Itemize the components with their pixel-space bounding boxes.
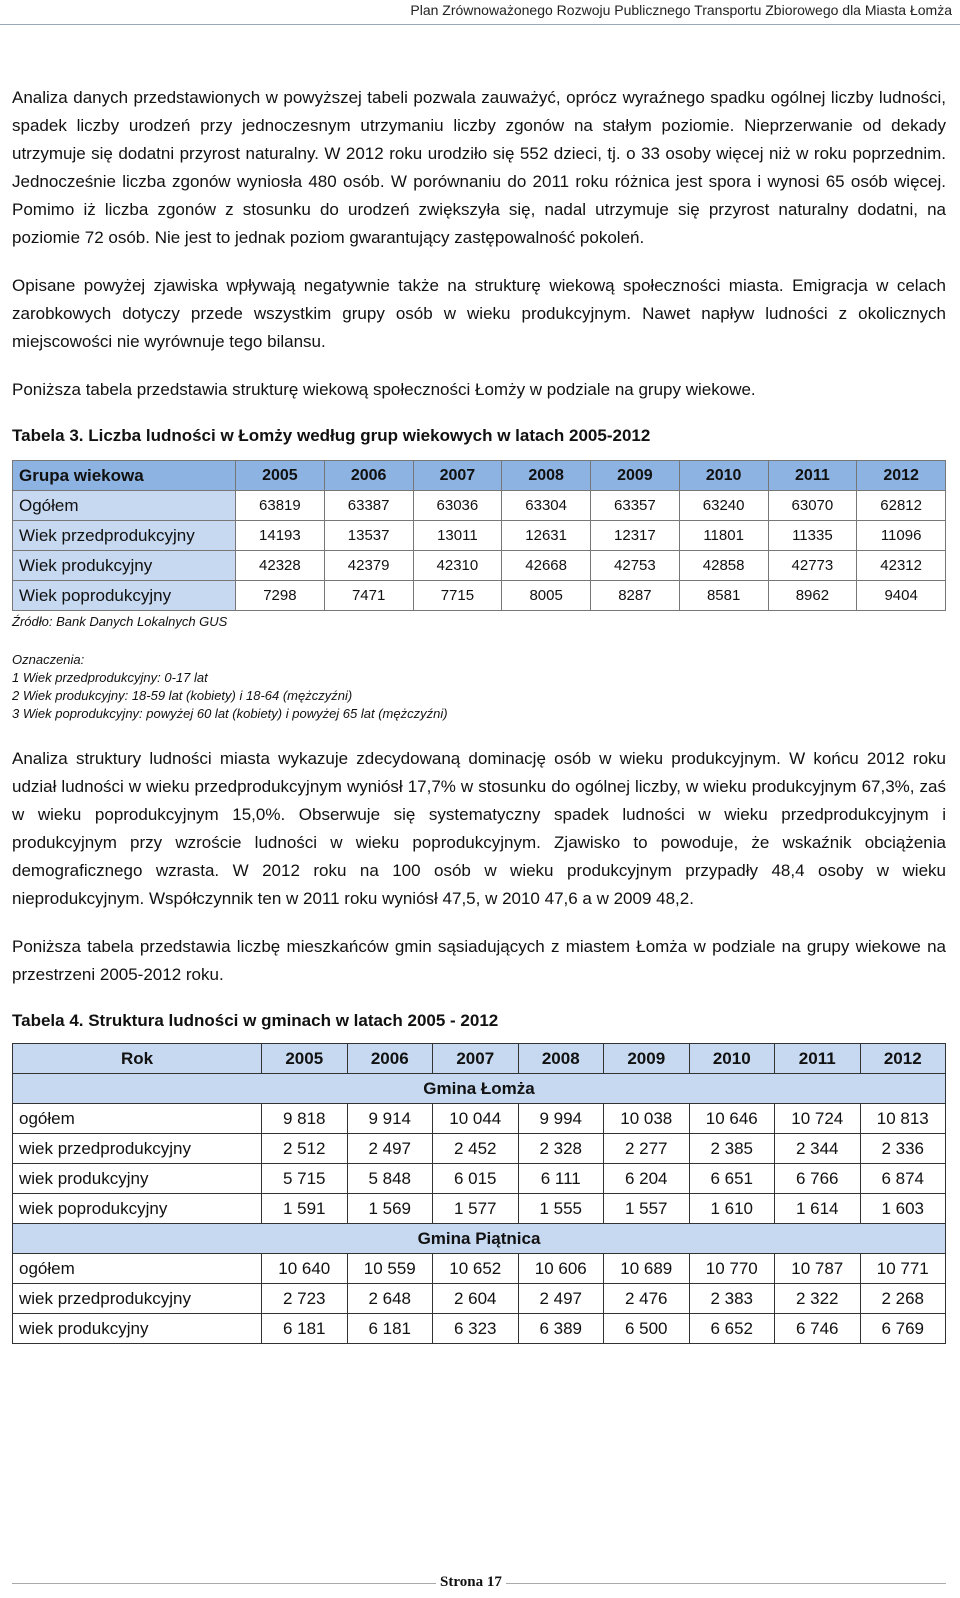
cell: 6 015	[433, 1164, 519, 1194]
cell: 9404	[857, 581, 946, 611]
table-row	[13, 1104, 946, 1134]
cell: 2 344	[775, 1134, 861, 1164]
header-cell: 2006	[347, 1044, 433, 1074]
cell: 63357	[591, 491, 680, 521]
cell: 63036	[413, 491, 502, 521]
paragraph: Opisane powyżej zjawiska wpływają negatywnie także na strukturę wiekową społeczności miasta. Emigracja w celach zarobkowych dotyczy przede wszystkim grupy osób w wieku produkcyjnym. Nawet napływ ludności z okolicznych miejscowości nie wyrównuje tego bilansu.	[12, 276, 946, 351]
header-cell: 2007	[413, 461, 502, 491]
cell: 6 181	[262, 1314, 348, 1344]
paragraph: Poniższa tabela przedstawia strukturę wiekową społeczności Łomży w podziale na grupy wiekowe.	[12, 380, 756, 399]
page-number: Strona 17	[436, 1574, 506, 1591]
header-cell: 2008	[518, 1044, 604, 1074]
cell: 10 813	[860, 1104, 946, 1134]
cell: 2 336	[860, 1134, 946, 1164]
header-cell: 2009	[604, 1044, 690, 1074]
cell: 63387	[324, 491, 413, 521]
table-3	[12, 460, 946, 611]
table-row	[13, 1284, 946, 1314]
cell: 2 648	[347, 1284, 433, 1314]
table-4-title: Tabela 4. Struktura ludności w gminach w latach 2005 - 2012	[12, 1011, 499, 1030]
table-4	[12, 1043, 946, 1344]
cell: 10 771	[860, 1254, 946, 1284]
cell: 6 652	[689, 1314, 775, 1344]
cell: 10 559	[347, 1254, 433, 1284]
cell: 42668	[502, 551, 591, 581]
cell: 8962	[768, 581, 857, 611]
cell: 1 555	[518, 1194, 604, 1224]
table-row	[13, 1194, 946, 1224]
cell: 6 181	[347, 1314, 433, 1344]
cell: 6 874	[860, 1164, 946, 1194]
cell: 2 328	[518, 1134, 604, 1164]
cell: 2 385	[689, 1134, 775, 1164]
cell: 1 614	[775, 1194, 861, 1224]
cell: 2 723	[262, 1284, 348, 1314]
row-label: wiek przedprodukcyjny	[13, 1134, 262, 1164]
document-title: Plan Zrównoważonego Rozwoju Publicznego Transportu Zbiorowego dla Miasta Łomża	[410, 2, 952, 18]
cell: 11096	[857, 521, 946, 551]
table-3-notes	[12, 651, 946, 723]
row-label: Ogółem	[13, 491, 236, 521]
group-row	[13, 1074, 946, 1104]
cell: 1 603	[860, 1194, 946, 1224]
cell: 1 569	[347, 1194, 433, 1224]
table-row	[13, 581, 946, 611]
table-header-row	[13, 461, 946, 491]
table-3-title: Tabela 3. Liczba ludności w Łomży według grup wiekowych w latach 2005-2012	[12, 426, 651, 445]
cell: 42310	[413, 551, 502, 581]
cell: 6 389	[518, 1314, 604, 1344]
table-row	[13, 1254, 946, 1284]
cell: 10 038	[604, 1104, 690, 1134]
header-cell: Grupa wiekowa	[13, 461, 236, 491]
paragraph: Analiza danych przedstawionych w powyższej tabeli pozwala zauważyć, oprócz wyraźnego spadku ogólnej liczby ludności, spadek liczby urodzeń przy jednoczesnym utrzymaniu liczby zgonów na stałym poziomie. Nieprzerwanie od dekady utrzymuje się dodatni przyrost naturalny. W 2012 roku urodziło się 552 dzieci, tj. o 33 osoby więcej niż w roku poprzednim. Jednocześnie liczba zgonów wyniosła 480 osób. W porównaniu do 2011 roku różnica jest spora i wynosi 65 osób więcej. Pomimo iż liczba zgonów z stosunku do urodzeń zwiększyła się, nadal utrzymuje się przyrost naturalny dodatni, na poziomie 72 osób. Nie jest to jednak poziom gwarantujący zastępowalność pokoleń.	[12, 88, 946, 247]
note-line: 3 Wiek poprodukcyjny: powyżej 60 lat (kobiety) i powyżej 65 lat (mężczyźni)	[12, 706, 448, 721]
table-row	[13, 1314, 946, 1344]
header-cell: 2010	[679, 461, 768, 491]
cell: 1 610	[689, 1194, 775, 1224]
cell: 42753	[591, 551, 680, 581]
cell: 63070	[768, 491, 857, 521]
row-label: Wiek przedprodukcyjny	[13, 521, 236, 551]
cell: 11801	[679, 521, 768, 551]
cell: 2 512	[262, 1134, 348, 1164]
cell: 14193	[236, 521, 325, 551]
document-body	[12, 84, 946, 1344]
paragraph: Analiza struktury ludności miasta wykazuje zdecydowaną dominację osób w wieku produkcyjnym. W końcu 2012 roku udział ludności w wieku przedprodukcyjnym wyniósł 17,7% w stosunku do ogólnej liczby, w wieku produkcyjnym 67,3%, zaś w wieku poprodukcyjnym 15,0%. Obserwuje się systematyczny spadek ludności w wieku przedprodukcyjnym i produkcyjnym przy wzroście ludności w wieku poprodukcyjnym. Zjawisko to powoduje, że wskaźnik obciążenia demograficznego wzrasta. W 2012 roku na 100 osób w wieku produkcyjnym przypadły 48,4 osoby w wieku nieprodukcyjnym. Współczynnik ten w 2011 roku wyniósł 47,5, w 2010 47,6 a w 2009 48,2.	[12, 749, 946, 908]
header-cell: 2010	[689, 1044, 775, 1074]
table-3-source: Źródło: Bank Danych Lokalnych GUS	[12, 614, 228, 629]
cell: 2 497	[347, 1134, 433, 1164]
header-cell: Rok	[13, 1044, 262, 1074]
group-label: Gmina Piątnica	[13, 1224, 946, 1254]
cell: 10 606	[518, 1254, 604, 1284]
cell: 6 746	[775, 1314, 861, 1344]
cell: 6 500	[604, 1314, 690, 1344]
table-row	[13, 551, 946, 581]
group-label: Gmina Łomża	[13, 1074, 946, 1104]
row-label: wiek poprodukcyjny	[13, 1194, 262, 1224]
row-label: wiek przedprodukcyjny	[13, 1284, 262, 1314]
cell: 8005	[502, 581, 591, 611]
cell: 1 557	[604, 1194, 690, 1224]
cell: 8287	[591, 581, 680, 611]
cell: 5 848	[347, 1164, 433, 1194]
table-row	[13, 521, 946, 551]
cell: 13537	[324, 521, 413, 551]
cell: 1 591	[262, 1194, 348, 1224]
table-header-row	[13, 1044, 946, 1074]
header-cell: 2007	[433, 1044, 519, 1074]
cell: 7715	[413, 581, 502, 611]
cell: 10 724	[775, 1104, 861, 1134]
cell: 10 787	[775, 1254, 861, 1284]
cell: 2 383	[689, 1284, 775, 1314]
cell: 6 111	[518, 1164, 604, 1194]
note-line: 2 Wiek produkcyjny: 18-59 lat (kobiety) i 18-64 (mężczyźni)	[12, 688, 353, 703]
header-cell: 2005	[262, 1044, 348, 1074]
row-label: ogółem	[13, 1104, 262, 1134]
cell: 9 914	[347, 1104, 433, 1134]
cell: 62812	[857, 491, 946, 521]
cell: 12317	[591, 521, 680, 551]
cell: 6 323	[433, 1314, 519, 1344]
cell: 13011	[413, 521, 502, 551]
cell: 2 268	[860, 1284, 946, 1314]
row-label: ogółem	[13, 1254, 262, 1284]
table-row	[13, 1164, 946, 1194]
cell: 7298	[236, 581, 325, 611]
cell: 6 204	[604, 1164, 690, 1194]
cell: 42858	[679, 551, 768, 581]
table-row	[13, 1134, 946, 1164]
cell: 10 640	[262, 1254, 348, 1284]
cell: 10 652	[433, 1254, 519, 1284]
cell: 6 766	[775, 1164, 861, 1194]
cell: 9 818	[262, 1104, 348, 1134]
cell: 10 689	[604, 1254, 690, 1284]
header-cell: 2009	[591, 461, 680, 491]
header-cell: 2005	[236, 461, 325, 491]
header-cell: 2006	[324, 461, 413, 491]
header-cell: 2008	[502, 461, 591, 491]
cell: 6 651	[689, 1164, 775, 1194]
cell: 63819	[236, 491, 325, 521]
cell: 12631	[502, 521, 591, 551]
row-label: Wiek poprodukcyjny	[13, 581, 236, 611]
paragraph: Poniższa tabela przedstawia liczbę mieszkańców gmin sąsiadujących z miastem Łomża w podziale na grupy wiekowe na przestrzeni 2005-2012 roku.	[12, 937, 946, 984]
page-footer	[0, 1572, 960, 1598]
row-label: wiek produkcyjny	[13, 1164, 262, 1194]
cell: 2 497	[518, 1284, 604, 1314]
cell: 42328	[236, 551, 325, 581]
page-header	[0, 0, 960, 25]
cell: 10 646	[689, 1104, 775, 1134]
note-line: Oznaczenia:	[12, 652, 85, 667]
cell: 2 277	[604, 1134, 690, 1164]
cell: 9 994	[518, 1104, 604, 1134]
cell: 5 715	[262, 1164, 348, 1194]
header-cell: 2011	[768, 461, 857, 491]
cell: 2 322	[775, 1284, 861, 1314]
row-label: Wiek produkcyjny	[13, 551, 236, 581]
cell: 11335	[768, 521, 857, 551]
cell: 8581	[679, 581, 768, 611]
header-cell: 2012	[857, 461, 946, 491]
cell: 42379	[324, 551, 413, 581]
cell: 63240	[679, 491, 768, 521]
table-row	[13, 491, 946, 521]
note-line: 1 Wiek przedprodukcyjny: 0-17 lat	[12, 670, 208, 685]
cell: 2 604	[433, 1284, 519, 1314]
cell: 2 452	[433, 1134, 519, 1164]
cell: 7471	[324, 581, 413, 611]
header-cell: 2011	[775, 1044, 861, 1074]
header-cell: 2012	[860, 1044, 946, 1074]
cell: 10 770	[689, 1254, 775, 1284]
row-label: wiek produkcyjny	[13, 1314, 262, 1344]
cell: 6 769	[860, 1314, 946, 1344]
cell: 2 476	[604, 1284, 690, 1314]
cell: 10 044	[433, 1104, 519, 1134]
cell: 42773	[768, 551, 857, 581]
cell: 63304	[502, 491, 591, 521]
group-row	[13, 1224, 946, 1254]
cell: 1 577	[433, 1194, 519, 1224]
cell: 42312	[857, 551, 946, 581]
